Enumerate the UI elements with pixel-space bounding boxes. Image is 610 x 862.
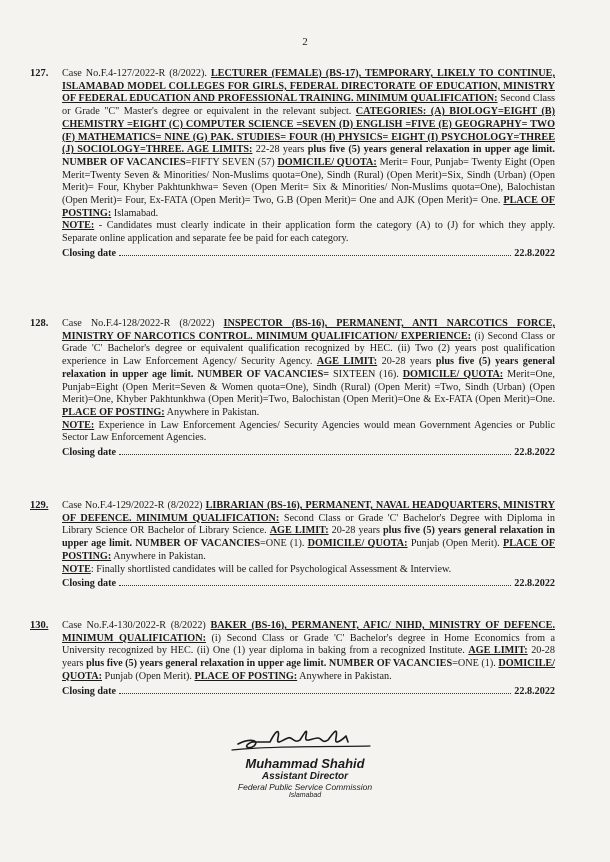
signatory-title: Assistant Director <box>261 771 349 782</box>
post-title: LIBRARIAN (BS-16), PERMANENT, NAVAL HEADQUARTERS, MINISTRY OF DEFENCE. MINIMUM QUALIFICATION: <box>62 500 555 524</box>
note-label: NOTE: <box>62 419 95 431</box>
signature-block <box>175 720 435 799</box>
handwritten-signature <box>230 720 380 754</box>
signatory-organization: Federal Public Service Commission <box>237 782 373 792</box>
post-title: BAKER (BS-16), PERMANENT, AFIC/ NIHD, MINISTRY OF DEFENCE. MINIMUM QUALIFICATION: <box>62 620 555 644</box>
closing-date-row: Closing date 22.8.2022 <box>62 685 555 697</box>
page-number: 2 <box>302 36 308 48</box>
entry-number: 129. <box>30 500 49 511</box>
closing-date: 22.8.2022 <box>514 247 555 259</box>
entry-body: Case No.F.4-129/2022-R (8/2022) LIBRARIAN (BS-16), PERMANENT, NAVAL HEADQUARTERS, MINISTRY OF DEFENCE. MINIMUM QUALIFICATION: Second Class or Grade 'C' Bachelor's Degree with Diploma in Library Science OR Bachelor of Library Science. AGE LIMIT: 20-28 years plus five (5) years general relaxation in upper age limit. NUMBER OF VACANCIES=ONE (1). DOMICILE/ QUOTA: Punjab (Open Merit). PLACE OF POSTING: Anywhere in Pakistan. NOTE: Finally shortlisted candidates will be called for Psychological Assessment & Interview. <box>62 500 555 575</box>
categories: CATEGORIES: (A) BIOLOGY=EIGHT (B) CHEMISTRY =EIGHT (C) COMPUTER SCIENCE =SEVEN (D) ENGLISH =FIVE (E) GEOGRAPHY= TWO (F) MATHEMATICS= NINE (G) PAK. STUDIES= FOUR (H) PHYSICS= EIGHT (I) PSYCHOLOGY=THREE (J) SOCIOLOGY=THREE. AGE LIMITS: <box>62 106 555 156</box>
post-title: INSPECTOR (BS-16), PERMANENT, ANTI NARCOTICS FORCE, MINISTRY OF NARCOTICS CONTROL. MINIMUM QUALIFICATION/ EXPERIENCE: <box>62 318 555 342</box>
entry-body: Case No.F.4-130/2022-R (8/2022) BAKER (BS-16), PERMANENT, AFIC/ NIHD, MINISTRY OF DEFENCE. MINIMUM QUALIFICATION: (i) Second Class or Grade 'C' Bachelor's degree in Home Economics from a University recognized by HEC. (ii) One (1) year diploma in baking from a recognized Institute. AGE LIMIT: 20-28 years plus five (5) years general relaxation in upper age limit. NUMBER OF VACANCIES=ONE (1). DOMICILE/ QUOTA: Punjab (Open Merit). PLACE OF POSTING: Anywhere in Pakistan. <box>62 620 556 682</box>
note-text: - Candidates must clearly indicate in their application form the category (A) to (J) for which they apply. Separate online application and separate fee be paid for each category. <box>62 220 555 245</box>
post-title: LECTURER (FEMALE) (BS-17), TEMPORARY, LIKELY TO CONTINUE, ISLAMABAD MODEL COLLEGES FOR GIRLS, FEDERAL DIRECTORATE OF EDUCATION, MINISTRY OF FEDERAL EDUCATION AND PROFESSIONAL TRAINING. MINIMUM QUALIFICATION: <box>62 68 555 105</box>
note-text: Experience in Law Enforcement Agencies/ Security Agencies would mean Government Agencies or Public Sector Law Enforcement Agencies. <box>62 419 555 444</box>
entry-number: 130. <box>30 620 49 631</box>
entry-number: 128. <box>30 318 49 329</box>
closing-date-row: Closing date 22.8.2022 <box>62 247 555 259</box>
advertisement-entry-127 <box>30 68 555 259</box>
entry-number: 127. <box>30 68 49 79</box>
note-text: : Finally shortlisted candidates will be called for Psychological Assessment & Interview. <box>90 563 452 575</box>
advertisement-entry-129 <box>30 500 555 589</box>
signatory-city: Islamabad <box>288 792 322 799</box>
closing-date: 22.8.2022 <box>514 447 555 459</box>
closing-date: 22.8.2022 <box>514 685 555 697</box>
note-label: NOTE: <box>62 220 95 232</box>
closing-date-row: Closing date 22.8.2022 <box>62 578 555 590</box>
note-label: NOTE <box>62 563 91 575</box>
closing-date-row: Closing date 22.8.2022 <box>62 447 555 459</box>
entry-body: Case No.F.4-128/2022-R (8/2022) INSPECTOR (BS-16), PERMANENT, ANTI NARCOTICS FORCE, MINISTRY OF NARCOTICS CONTROL. MINIMUM QUALIFICATION/ EXPERIENCE: (i) Second Class or Grade 'C' Bachelor's degree or equivalent qualification recognized by HEC. (ii) Two (2) years post qualification experience in Law Enforcement Agency/ Security Agency. AGE LIMIT: 20-28 years plus five (5) years general relaxation in upper age limit. NUMBER OF VACANCIES= SIXTEEN (16). DOMICILE/ QUOTA: Merit=One, Punjab=Eight (Open Merit=Seven & Women quota=One), Sindh (Rural) (Open Merit) =Two, Sindh (Urban) (Open Merit)=One, Khyber Pakhtunkhwa (Open Merit)=Two, Balochistan (Open Merit)=One & Ex-FATA (Open Merit)=One. PLACE OF POSTING: Anywhere in Pakistan. NOTE: Experience in Law Enforcement Agencies/ Security Agencies would mean Government Agencies or Public Sector Law Enforcement Agencies. <box>62 318 555 444</box>
advertisement-entry-130 <box>30 620 555 697</box>
closing-date: 22.8.2022 <box>514 578 555 590</box>
signatory-name: Muhammad Shahid <box>245 756 365 771</box>
advertisement-entry-128 <box>30 318 555 458</box>
entry-body: Case No.F.4-127/2022-R (8/2022). LECTURER (FEMALE) (BS-17), TEMPORARY, LIKELY TO CONTINUE, ISLAMABAD MODEL COLLEGES FOR GIRLS, FEDERAL DIRECTORATE OF EDUCATION, MINISTRY OF FEDERAL EDUCATION AND PROFESSIONAL TRAINING. MINIMUM QUALIFICATION: Second Class or Grade "C" Master's degree or equivalent in the relevant subject. CATEGORIES: (A) BIOLOGY=EIGHT (B) CHEMISTRY =EIGHT (C) COMPUTER SCIENCE =SEVEN (D) ENGLISH =FIVE (E) GEOGRAPHY= TWO (F) MATHEMATICS= NINE (G) PAK. STUDIES= FOUR (H) PHYSICS= EIGHT (I) PSYCHOLOGY=THREE (J) SOCIOLOGY=THREE. AGE LIMITS: 22-28 years plus five (5) years general relaxation in upper age limit. NUMBER OF VACANCIES=FIFTY SEVEN (57) DOMICILE/ QUOTA: Merit= Four, Punjab= Twenty Eight (Open Merit=Twenty Seven & Minorities/ Non-Muslims quota=One), Sindh (Rural) (Open Merit)=Six, Sindh (Urban) (Open Merit)= Four, Khyber Pakhtunkhwa= Seven (Open Merit= Six & Minorities/ Non-Muslims quota=One), Balochistan (Open Merit)= Four, Ex-FATA (Open Merit)= Two, G.B (Open Merit)= One and AJK (Open Merit)= One. PLACE OF POSTING: Islamabad. NOTE: - Candidates must clearly indicate in their application form the category (A) to (J) for which they apply. Separate online application and separate fee be paid for each category. <box>62 68 555 245</box>
